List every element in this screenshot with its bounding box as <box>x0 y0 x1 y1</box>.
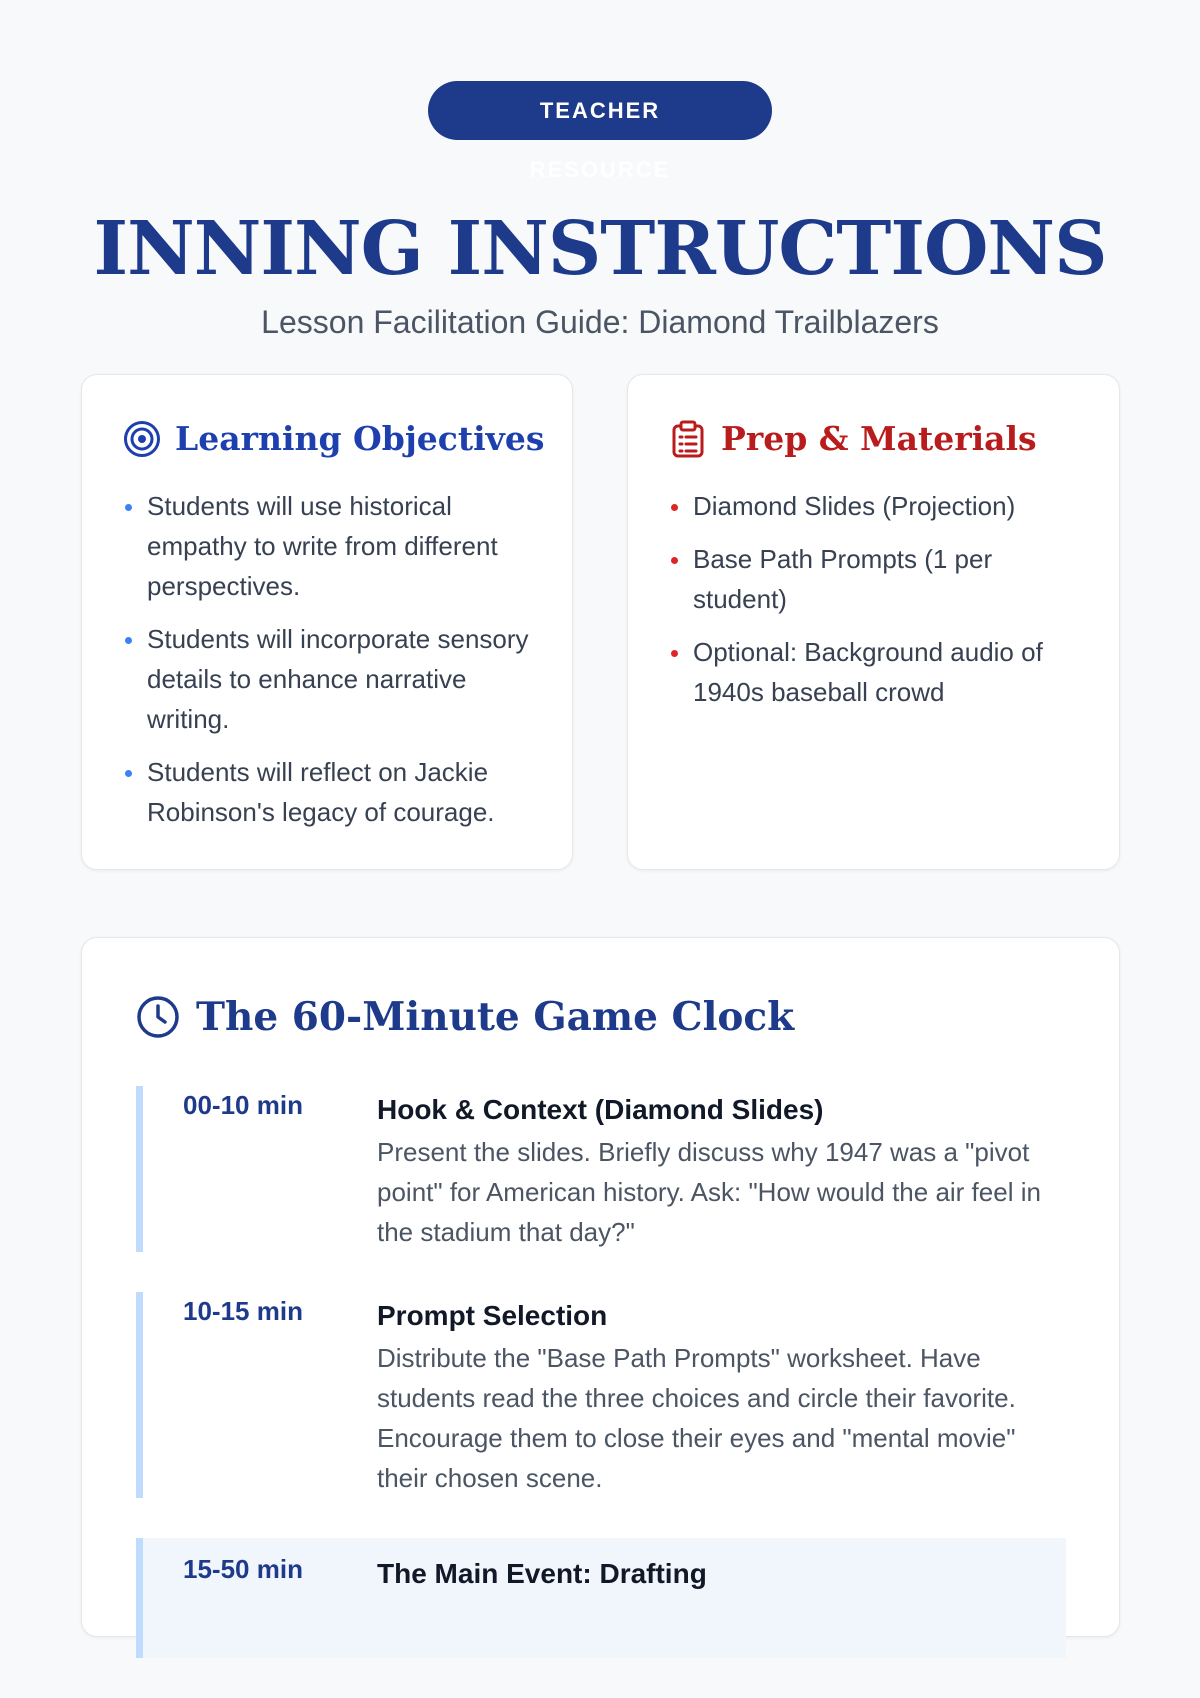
timeline-time: 00-10 min <box>183 1090 303 1120</box>
timeline <box>136 1086 1066 1698</box>
list-item: Diamond Slides (Projection) <box>669 486 1089 526</box>
target-icon <box>123 420 161 458</box>
learning-objectives-title: Learning Objectives <box>175 419 545 458</box>
timeline-description: Present the slides. Briefly discuss why 1947 was a "pivot point" for American history. Ask: "How would the air feel in the stadium that day?" <box>377 1137 1041 1247</box>
prep-materials-title: Prep & Materials <box>721 419 1037 458</box>
materials-list <box>669 486 1089 725</box>
list-item: Students will incorporate sensory details to enhance narrative writing. <box>123 619 542 739</box>
timeline-title: Prompt Selection <box>377 1300 608 1331</box>
page-header <box>0 0 1200 341</box>
list-item: Students will use historical empathy to write from different perspectives. <box>123 486 542 606</box>
clock-icon <box>136 995 180 1039</box>
clipboard-icon <box>669 420 707 458</box>
timeline-description: Distribute the "Base Path Prompts" worksheet. Have students read the three choices and circle their favorite. Encourage them to close their eyes and "mental movie" their chosen scene. <box>377 1343 1016 1493</box>
timeline-time: 15-50 min <box>183 1554 303 1584</box>
game-clock-heading <box>136 994 794 1040</box>
game-clock-title: The 60-Minute Game Clock <box>196 994 795 1040</box>
learning-objectives-card <box>81 374 573 870</box>
objectives-list <box>123 486 542 845</box>
game-clock-card <box>81 937 1120 1637</box>
prep-materials-card <box>627 374 1120 870</box>
timeline-title: The Main Event: Drafting <box>377 1558 707 1589</box>
page-subtitle: Lesson Facilitation Guide: Diamond Trailblazers <box>261 304 939 340</box>
teacher-resource-badge: TEACHER RESOURCE <box>428 81 772 140</box>
timeline-title: Hook & Context (Diamond Slides) <box>377 1094 824 1125</box>
learning-objectives-heading <box>123 419 544 458</box>
list-item: Students will reflect on Jackie Robinson's legacy of courage. <box>123 752 542 832</box>
timeline-item <box>136 1538 1066 1658</box>
page-title: INNING INSTRUCTIONS <box>93 206 1107 292</box>
list-item: Base Path Prompts (1 per student) <box>669 539 1089 619</box>
timeline-item <box>136 1292 1066 1498</box>
timeline-item <box>136 1086 1066 1252</box>
list-item: Optional: Background audio of 1940s baseball crowd <box>669 632 1089 712</box>
timeline-time: 10-15 min <box>183 1296 303 1326</box>
prep-materials-heading <box>669 419 1037 458</box>
